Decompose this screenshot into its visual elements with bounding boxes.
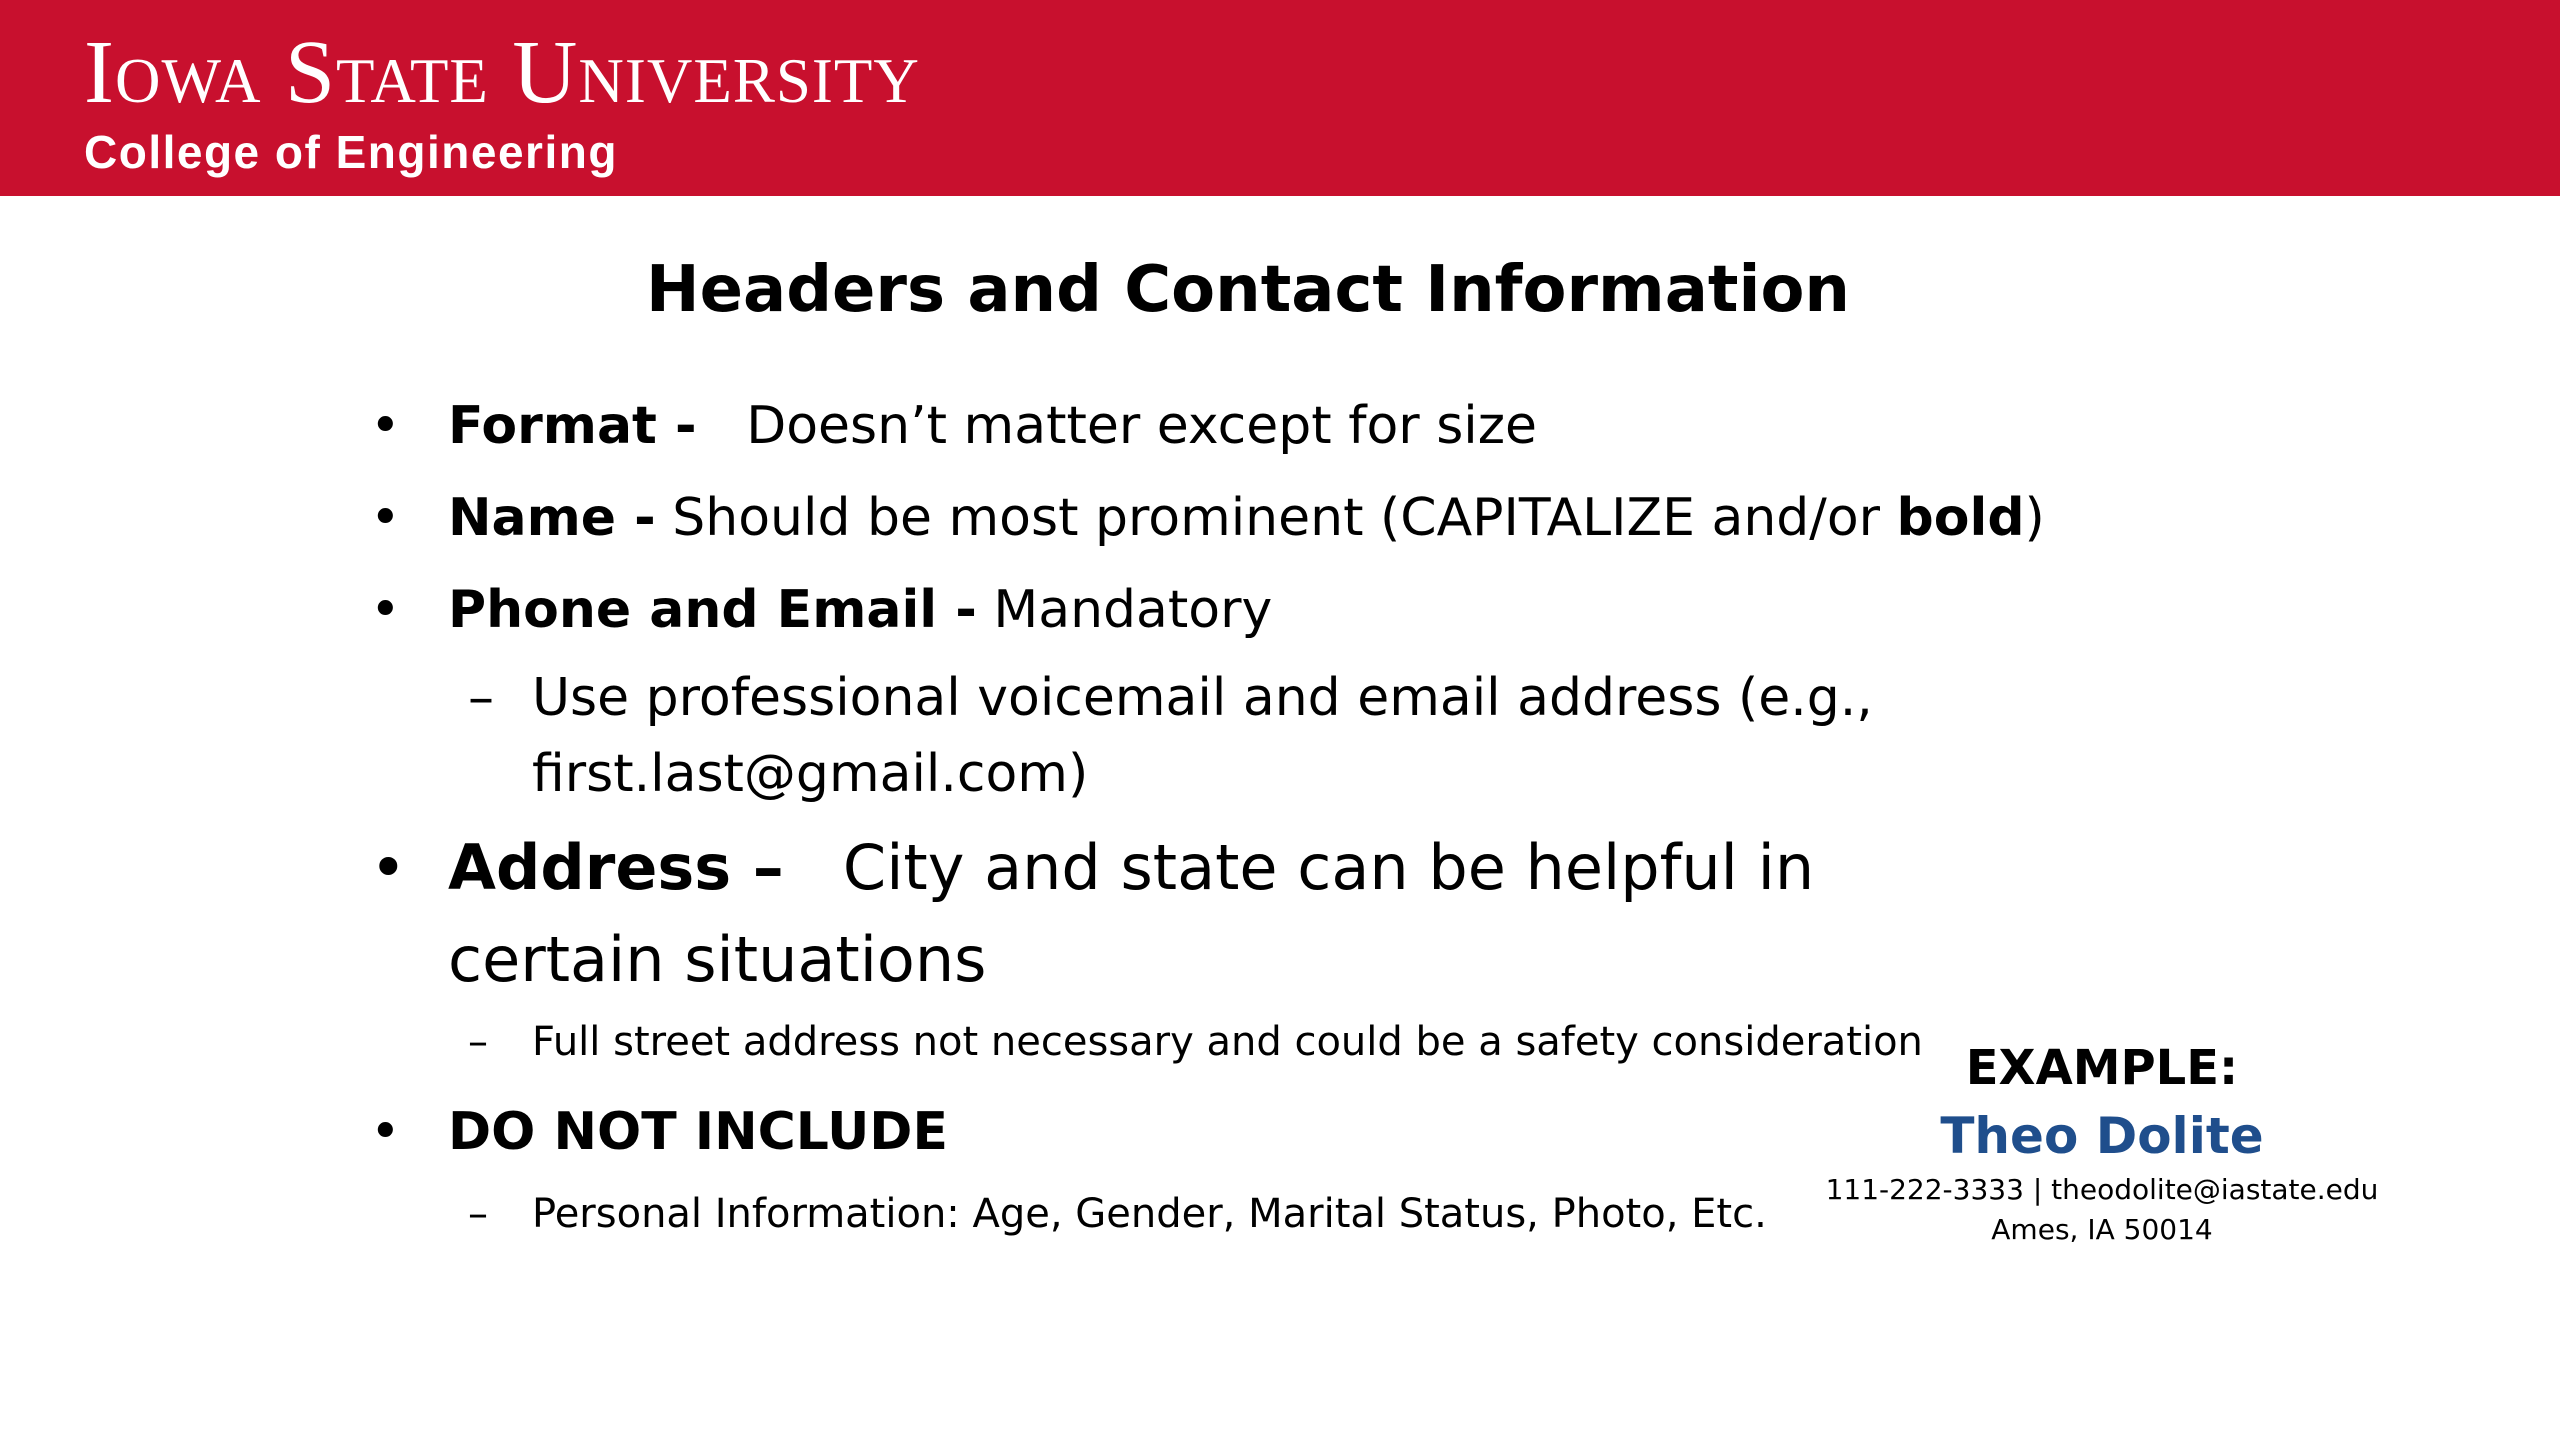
bullet-dot: • bbox=[370, 831, 407, 904]
sub-bullet-street-address bbox=[370, 1006, 2030, 1078]
bullet-dot: • bbox=[370, 1102, 401, 1162]
example-location: Ames, IA 50014 bbox=[1991, 1213, 2213, 1246]
sub-bullet-dash: – bbox=[468, 1191, 488, 1237]
bullet-label: DO NOT INCLUDE bbox=[448, 1102, 948, 1162]
bullet-text: City and state can be helpful in certain situations bbox=[448, 831, 1815, 996]
bullet-label: Format - bbox=[448, 396, 697, 456]
example-name: Theo Dolite bbox=[1940, 1107, 2264, 1165]
bullet-label: Address – bbox=[448, 831, 784, 904]
sub-bullet-text: Personal Information: Age, Gender, Marital Status, Photo, Etc. bbox=[532, 1191, 1767, 1237]
bullet-emphasis: bold bbox=[1896, 488, 2025, 548]
bullet-label: Name - bbox=[448, 488, 656, 548]
bullet-address bbox=[370, 822, 2030, 1006]
example-label: EXAMPLE: bbox=[1965, 1040, 2239, 1096]
bullet-label: Phone and Email - bbox=[448, 580, 977, 640]
sub-bullet-personal-info bbox=[370, 1178, 2030, 1250]
sub-bullet-text: Use professional voicemail and email address (e.g., first.last@gmail.com) bbox=[532, 668, 1873, 804]
bullet-list bbox=[370, 380, 2045, 1250]
college-name: College of Engineering bbox=[84, 126, 618, 178]
university-logo-wordmark: Iowa State University bbox=[84, 23, 920, 122]
slide-title: Headers and Contact Information bbox=[646, 253, 1850, 327]
sub-bullet-dash: – bbox=[468, 1019, 488, 1065]
header-banner bbox=[0, 0, 2560, 196]
bullet-text: Mandatory bbox=[993, 580, 1273, 640]
sub-bullet-text: Full street address not necessary and could be a safety consideration bbox=[532, 1019, 1923, 1065]
bullet-dot: • bbox=[370, 580, 401, 640]
bullet-name bbox=[370, 472, 2045, 564]
sub-bullet-professional-email bbox=[370, 660, 2030, 812]
example-contact: 111-222-3333 | theodolite@iastate.edu bbox=[1825, 1173, 2379, 1206]
bullet-dot: • bbox=[370, 396, 401, 456]
bullet-do-not-include bbox=[370, 1086, 2030, 1178]
bullet-format bbox=[370, 380, 2030, 472]
bullet-text: Should be most prominent (CAPITALIZE and/or bbox=[672, 488, 1881, 548]
example-resume-header bbox=[1790, 1034, 2414, 1250]
bullet-dot: • bbox=[370, 488, 401, 548]
bullet-text: Doesn’t matter except for size bbox=[746, 396, 1538, 456]
sub-bullet-dash: – bbox=[468, 668, 494, 728]
bullet-suffix: ) bbox=[2024, 488, 2045, 548]
bullet-phone-email bbox=[370, 564, 2030, 656]
